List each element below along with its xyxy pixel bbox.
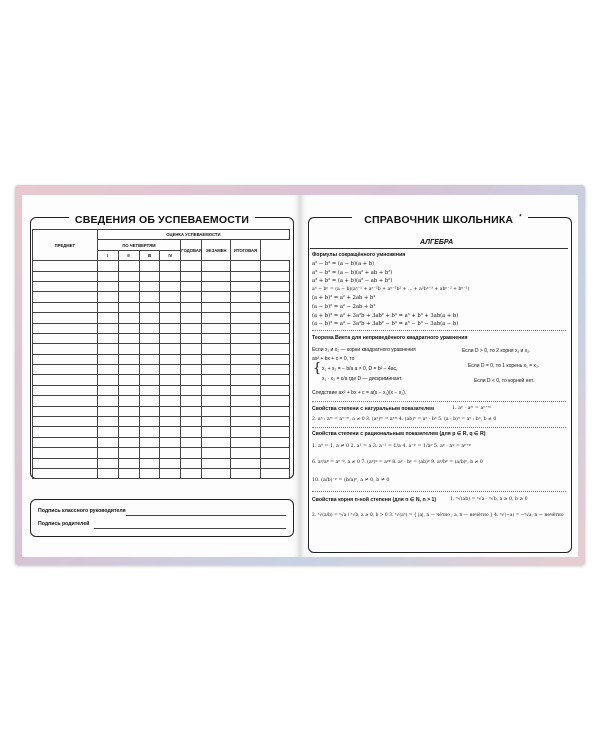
grade-cell[interactable] [181,354,202,364]
grade-cell[interactable] [118,323,139,333]
grade-cell[interactable] [202,427,231,437]
grade-cell[interactable] [202,365,231,375]
grade-cell[interactable] [231,468,260,478]
grade-cell[interactable] [260,427,289,437]
grade-cell[interactable] [139,385,160,395]
grade-cell[interactable] [33,365,98,375]
parents-signature-label: Подпись родителей [38,521,90,527]
system-brace: { [313,361,322,376]
grade-cell[interactable] [231,448,260,458]
grade-cell[interactable] [260,417,289,427]
left-page [22,195,300,557]
grade-cell[interactable] [33,468,98,478]
grade-cell[interactable] [160,437,181,447]
table-row [33,292,290,302]
grade-cell[interactable] [231,333,260,343]
natural-formulas: 2. aⁿ : aᵐ = aⁿ⁻ᵐ, a ≠ 0 3. (aⁿ)ᵐ = aⁿᵐ 4. (ab)ⁿ = aⁿ · bⁿ 5. (a : b)ⁿ = aⁿ : bⁿ, b ≠ 0 [312,417,497,422]
grade-cell[interactable] [181,406,202,416]
divider [312,330,566,331]
grade-cell[interactable] [181,292,202,302]
natural-formula: 1. aⁿ · aᵐ = aⁿ⁺ᵐ [452,406,491,411]
grade-cell[interactable] [160,365,181,375]
grade-cell[interactable] [97,396,118,406]
grade-cell[interactable] [139,281,160,291]
table-row [33,385,290,395]
grade-cell[interactable] [202,333,231,343]
grade-cell[interactable] [231,261,260,271]
grade-cell[interactable] [202,375,231,385]
quarter-header: II [118,250,139,260]
abbrev-formula: (a − b)² = a² − 2ab + b² [312,304,376,310]
table-row [33,271,290,281]
vieta-condition: Если D = 0, то 1 корень x₁ = x₂. [468,363,540,369]
grade-cell[interactable] [118,365,139,375]
grade-cell[interactable] [97,302,118,312]
table-row [33,375,290,385]
algebra-heading: АЛГЕБРА [420,239,454,246]
reference-title: СПРАВОЧНИК ШКОЛЬНИКА [358,214,519,226]
table-row [33,468,290,478]
grade-cell[interactable] [181,437,202,447]
grade-cell[interactable] [231,427,260,437]
grades-header: ОЦЕНКА УСПЕВАЕМОСТИ [97,230,289,240]
grade-cell[interactable] [231,323,260,333]
grade-cell[interactable] [260,292,289,302]
grade-cell[interactable] [231,437,260,447]
grade-cell[interactable] [160,261,181,271]
grade-cell[interactable] [202,344,231,354]
grade-cell[interactable] [231,385,260,395]
grade-cell[interactable] [139,396,160,406]
grade-cell[interactable] [181,333,202,343]
grade-cell[interactable] [231,354,260,364]
table-row [33,406,290,416]
abbrev-formula: a² − b² = (a − b)(a + b) [312,261,375,267]
parents-signature-line [94,528,286,529]
grade-cell[interactable] [260,448,289,458]
grade-cell[interactable] [97,292,118,302]
grade-cell[interactable] [260,354,289,364]
grade-cell[interactable] [139,365,160,375]
grade-cell[interactable] [118,375,139,385]
grade-cell[interactable] [202,261,231,271]
vieta-heading: Теорема Виета для неприведённого квадратного уравнения [312,335,468,341]
grade-cell[interactable] [231,365,260,375]
right-page [300,195,578,557]
grade-cell[interactable] [260,437,289,447]
annual-header: ГОДОВАЯ [181,240,202,261]
grade-cell[interactable] [181,417,202,427]
grade-cell[interactable] [260,344,289,354]
grade-cell[interactable] [97,427,118,437]
grade-cell[interactable] [181,261,202,271]
grade-cell[interactable] [139,448,160,458]
table-row [33,302,290,312]
grade-cell[interactable] [202,437,231,447]
table-row [33,333,290,343]
quarter-header: IV [160,250,181,260]
grade-cell[interactable] [260,375,289,385]
grade-cell[interactable] [97,333,118,343]
grade-cell[interactable] [118,313,139,323]
teacher-signature-line [126,515,286,516]
grade-cell[interactable] [181,396,202,406]
quarter-header: III [139,250,160,260]
grade-cell[interactable] [160,313,181,323]
grade-cell[interactable] [202,354,231,364]
grade-cell[interactable] [260,468,289,478]
grade-cell[interactable] [260,458,289,468]
abbrev-formula: a³ − b³ = (a − b)(a² + ab + b²) [312,269,393,276]
grade-cell[interactable] [118,406,139,416]
grade-cell[interactable] [118,396,139,406]
grade-cell[interactable] [260,271,289,281]
grade-cell[interactable] [202,396,231,406]
grade-cell[interactable] [139,354,160,364]
grade-cell[interactable] [118,292,139,302]
natural-heading: Свойства степени с натуральным показателем [312,406,434,412]
grade-cell[interactable] [139,417,160,427]
grade-cell[interactable] [260,365,289,375]
grade-cell[interactable] [33,323,98,333]
grade-cell[interactable] [139,344,160,354]
grade-cell[interactable] [202,313,231,323]
grade-cell[interactable] [202,458,231,468]
table-row [33,458,290,468]
grade-cell[interactable] [202,448,231,458]
abbrev-formula: (a − b)³ = a³ − 3a²b + 3ab² − b³ = a³ − b³ − 3ab(a − b) [312,321,459,328]
grade-cell[interactable] [231,313,260,323]
vieta-line: x₁ · x₂ = c/a где D — дискриминант. [322,376,403,382]
grade-cell[interactable] [181,323,202,333]
exam-header: ЭКЗАМЕН [202,240,231,261]
grade-cell[interactable] [181,458,202,468]
grade-cell[interactable] [97,323,118,333]
root-formulas: 2. ⁿ√(a/b) = ⁿ√a / ⁿ√b, a ≥ 0, b > 0 3. ⁿ√(aⁿ) = { |a|, n — чётно ; a, n — нечётно } 4. ⁿ√(−a) = −ⁿ√a, n — нечётно [312,513,564,518]
grade-cell[interactable] [33,333,98,343]
grade-cell[interactable] [160,281,181,291]
grade-cell[interactable] [160,417,181,427]
grade-cell[interactable] [97,375,118,385]
grade-cell[interactable] [181,385,202,395]
grades-title: СВЕДЕНИЯ ОБ УСПЕВАЕМОСТИ [69,214,255,226]
grade-cell[interactable] [33,271,98,281]
grade-cell[interactable] [33,375,98,385]
grade-cell[interactable] [202,271,231,281]
grade-cell[interactable] [118,344,139,354]
grade-cell[interactable] [118,354,139,364]
grade-cell[interactable] [260,406,289,416]
grade-cell[interactable] [160,448,181,458]
grade-cell[interactable] [202,302,231,312]
grade-cell[interactable] [33,396,98,406]
grade-cell[interactable] [260,261,289,271]
grade-cell[interactable] [139,323,160,333]
teacher-signature-label: Подпись классного руководителя [38,508,126,514]
grade-cell[interactable] [231,396,260,406]
divider [312,401,566,402]
divider [312,427,566,428]
table-row [33,417,290,427]
grade-cell[interactable] [160,375,181,385]
grade-cell[interactable] [260,333,289,343]
grade-cell[interactable] [160,427,181,437]
grade-cell[interactable] [118,437,139,447]
grade-cell[interactable] [33,427,98,437]
grade-cell[interactable] [118,458,139,468]
grade-cell[interactable] [181,281,202,291]
grade-cell[interactable] [231,375,260,385]
divider [312,491,566,492]
grade-cell[interactable] [139,458,160,468]
grade-cell[interactable] [33,417,98,427]
grade-cell[interactable] [181,365,202,375]
grade-cell[interactable] [97,385,118,395]
grade-cell[interactable] [33,406,98,416]
grade-cell[interactable] [202,406,231,416]
table-row [33,313,290,323]
grade-cell[interactable] [97,458,118,468]
grade-cell[interactable] [202,281,231,291]
table-row [33,365,290,375]
grade-cell[interactable] [160,458,181,468]
grade-cell[interactable] [260,313,289,323]
signatures-frame [30,499,294,537]
final-header: ИТОГОВАЯ [231,240,260,261]
grade-cell[interactable] [181,313,202,323]
grade-cell[interactable] [202,385,231,395]
grade-cell[interactable] [97,406,118,416]
grade-cell[interactable] [231,417,260,427]
grade-cell[interactable] [160,406,181,416]
grade-cell[interactable] [118,427,139,437]
grade-cell[interactable] [160,385,181,395]
abbrev-heading: Формулы сокращённого умножения [312,252,406,258]
grade-cell[interactable] [181,302,202,312]
grade-cell[interactable] [181,427,202,437]
grade-cell[interactable] [97,365,118,375]
vieta-condition: Если D > 0, то 2 корня x₁ и x₂. [462,348,531,354]
grade-cell[interactable] [231,406,260,416]
grade-cell[interactable] [139,375,160,385]
table-row [33,323,290,333]
grade-cell[interactable] [260,385,289,395]
table-row [33,396,290,406]
grade-cell[interactable] [139,302,160,312]
table-row [33,427,290,437]
grade-cell[interactable] [118,385,139,395]
table-row [33,437,290,447]
grade-cell[interactable] [118,261,139,271]
grade-cell[interactable] [202,468,231,478]
grade-cell[interactable] [231,344,260,354]
grade-cell[interactable] [202,292,231,302]
grade-cell[interactable] [139,271,160,281]
grade-cell[interactable] [33,302,98,312]
grade-cell[interactable] [139,292,160,302]
table-row [33,344,290,354]
grade-cell[interactable] [33,354,98,364]
abbrev-formula: (a + b)³ = a³ + 3a²b + 3ab² + b³ = a³ + b³ + 3ab(a + b) [312,312,459,319]
grade-cell[interactable] [139,261,160,271]
grade-cell[interactable] [181,375,202,385]
grade-cell[interactable] [160,354,181,364]
vieta-corollary: Следствие ax² + bx + c = a(x − x₁)(x − x₂). [312,390,407,396]
grade-cell[interactable] [231,458,260,468]
grade-cell[interactable] [231,302,260,312]
grade-cell[interactable] [97,468,118,478]
quarters-header: ПО ЧЕТВЕРТЯМ [97,240,181,250]
grade-cell[interactable] [33,344,98,354]
vieta-line: Если x₁ и x₂ — корни квадратного уравнения [312,347,416,353]
grade-cell[interactable] [33,292,98,302]
grade-cell[interactable] [33,448,98,458]
grade-cell[interactable] [97,271,118,281]
grade-cell[interactable] [160,292,181,302]
root-heading: Свойства корня n-ной степени (для n ∈ N, n > 1) [312,497,437,503]
grade-cell[interactable] [97,354,118,364]
grade-cell[interactable] [160,468,181,478]
grade-cell[interactable] [97,261,118,271]
grade-cell[interactable] [33,313,98,323]
grade-cell[interactable] [97,437,118,447]
rational-formulas: 6. aᵖ/aᵠ = aᵖ⁻ᵠ, a ≠ 0 7. (aᵖ)ᵠ = aᵖᵠ 8. aᵖ · bᵖ = (ab)ᵖ 9. aᵖ/bᵖ = (a/b)ᵖ, b ≠ 0 [312,460,483,465]
vieta-line: x₁ + x₂ = − b/a a ≠ 0, D = b² − 4ac, [322,366,398,372]
grade-cell[interactable] [33,281,98,291]
grade-cell[interactable] [160,344,181,354]
grade-cell[interactable] [160,396,181,406]
table-row [33,354,290,364]
grade-cell[interactable] [231,271,260,281]
grade-cell[interactable] [118,281,139,291]
grade-cell[interactable] [181,344,202,354]
grade-cell[interactable] [33,458,98,468]
grade-cell[interactable] [139,427,160,437]
grade-cell[interactable] [181,448,202,458]
subject-header: ПРЕДМЕТ [33,230,98,261]
grade-cell[interactable] [97,281,118,291]
reference-title-mark: * [519,214,522,221]
rational-formulas: 1. a⁰ = 1, a ≠ 0 2. a¹ = a 3. a⁻¹ = 1/a 4. a⁻ᵖ = 1/aᵖ 5. aᵖ · aᵠ = aᵖ⁺ᵠ [312,444,471,449]
grade-cell[interactable] [260,323,289,333]
grade-cell[interactable] [118,417,139,427]
grade-cell[interactable] [181,468,202,478]
grade-cell[interactable] [118,448,139,458]
grade-cell[interactable] [139,468,160,478]
grade-cell[interactable] [231,292,260,302]
abbrev-formula: aⁿ − bⁿ = (a − b)(aⁿ⁻¹ + aⁿ⁻²b + aⁿ⁻³b² + ... + a²bⁿ⁻³ + abⁿ⁻² + bⁿ⁻¹) [312,286,470,292]
grade-cell[interactable] [33,437,98,447]
grade-cell[interactable] [160,323,181,333]
grade-cell[interactable] [97,448,118,458]
grade-cell[interactable] [33,261,98,271]
grade-cell[interactable] [118,468,139,478]
grade-cell[interactable] [160,333,181,343]
grade-cell[interactable] [160,302,181,312]
grade-cell[interactable] [97,313,118,323]
grade-cell[interactable] [97,417,118,427]
root-formula: 1. ⁿ√(ab) = ⁿ√a · ⁿ√b, a ≥ 0, b ≥ 0 [450,497,528,502]
grade-cell[interactable] [139,437,160,447]
algebra-rule [310,248,568,249]
grade-cell[interactable] [231,281,260,291]
table-row [33,261,290,271]
grade-cell[interactable] [118,271,139,281]
grade-cell[interactable] [118,333,139,343]
grade-cell[interactable] [97,344,118,354]
abbrev-formula: (a + b)² = a² + 2ab + b² [312,295,376,302]
grade-cell[interactable] [260,396,289,406]
grade-cell[interactable] [160,271,181,281]
rational-heading: Свойства степени с рациональным показателем (для p ∈ R, q ∈ R) [312,431,486,437]
table-row [33,448,290,458]
grade-cell[interactable] [202,323,231,333]
grade-cell[interactable] [202,417,231,427]
grade-cell[interactable] [118,302,139,312]
vieta-line: ax² + bx + c = 0, то [312,356,355,362]
grade-cell[interactable] [181,271,202,281]
abbrev-formula: a³ + b³ = (a + b)(a² − ab + b²) [312,278,393,285]
grade-cell[interactable] [260,281,289,291]
grade-cell[interactable] [139,313,160,323]
grade-cell[interactable] [139,333,160,343]
table-row [33,281,290,291]
grades-table [32,229,290,479]
grade-cell[interactable] [139,406,160,416]
vieta-condition: Если D < 0, то корней нет. [474,378,535,384]
quarter-header: I [97,250,118,260]
rational-formulas: 10. (a/b)⁻ᵖ = (b/a)ᵖ, a ≠ 0, b ≠ 0 [312,478,390,483]
grade-cell[interactable] [33,385,98,395]
grade-cell[interactable] [260,302,289,312]
